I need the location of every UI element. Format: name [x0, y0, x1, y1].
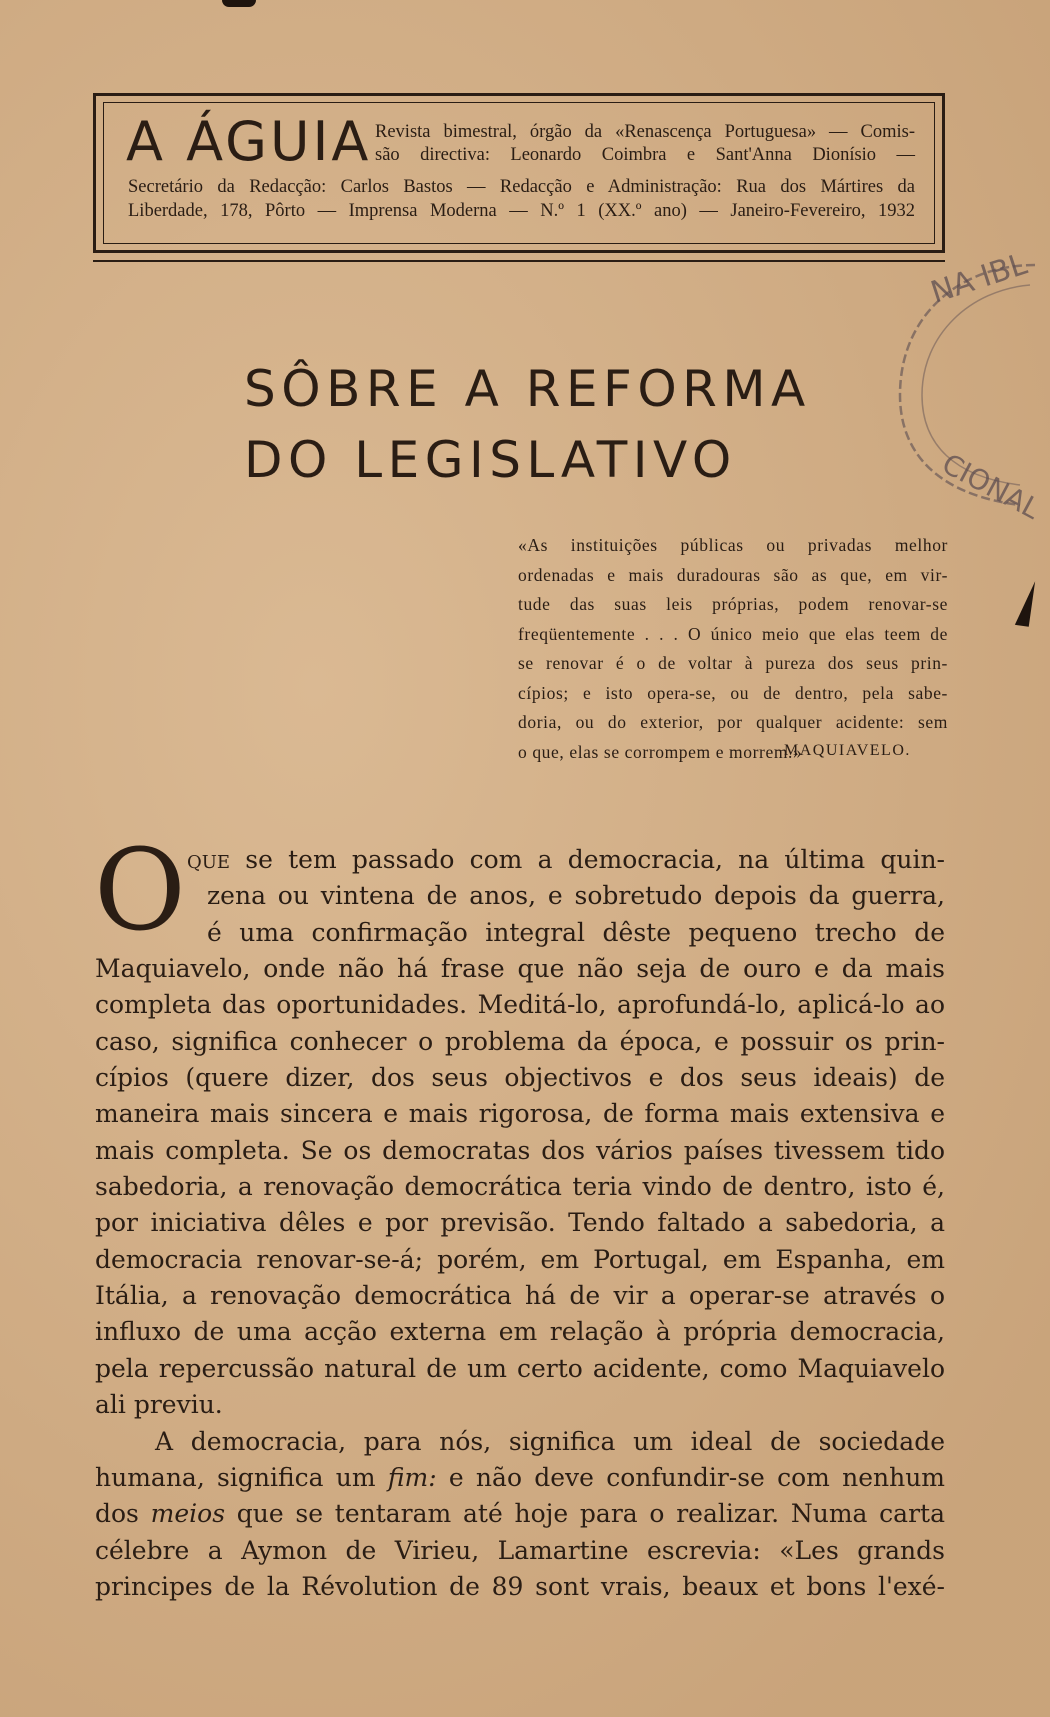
page-edge-mark — [222, 0, 256, 7]
body-line: democracia renovar-se-á; porém, em Portugal, em Espanha, em — [95, 1245, 945, 1274]
body-line-text: humana, significa um — [95, 1463, 388, 1492]
article-title-line-2: DO LEGISLATIVO — [244, 431, 737, 489]
journal-title: A ÁGUIA — [126, 110, 372, 173]
epigraph-line: o que, elas se corrompem e morrem.» — [518, 741, 803, 762]
epigraph-line: ordenadas e mais duradouras são as que, em vir- — [518, 564, 948, 585]
body-line-text: e não deve confundir-se com nenhum — [436, 1463, 945, 1492]
epigraph-line: tude das suas leis próprias, podem renovar-se — [518, 594, 948, 614]
first-word: que — [187, 845, 231, 874]
epigraph-line: doria, ou do exterior, por qualquer acidente: sem — [518, 712, 948, 732]
body-line: maneira mais sincera e mais rigorosa, de forma mais extensiva e — [95, 1099, 945, 1128]
body-line: completa das oportunidades. Meditá-lo, aprofundá-lo, aplicá-lo ao — [95, 990, 945, 1019]
stamp-text-bottom: CIONAL — [936, 447, 1046, 526]
masthead-line-3: Secretário da Redacção: Carlos Bastos — Redacção e Administração: Rua dos Mártires da — [128, 177, 915, 197]
body-line: é uma confirmação integral dêste pequeno trecho de — [207, 918, 945, 947]
body-line-text: se tem passado com a democracia, na última quin- — [230, 845, 945, 874]
body-line: Itália, a renovação democrática há de vir a operar-se através o — [95, 1281, 945, 1310]
masthead-line-2: são directiva: Leonardo Coimbra e Sant'Anna Dionísio — — [375, 145, 915, 165]
emphasis-text: meios — [150, 1499, 226, 1528]
body-line: influxo de uma acção externa em relação à própria democracia, — [95, 1317, 945, 1346]
body-line: cípios (quere dizer, dos seus objectivos e dos seus ideais) de — [95, 1063, 945, 1092]
body-line-text: dos — [95, 1499, 151, 1528]
body-line: pela repercussão natural de um certo acidente, como Maquiavelo — [95, 1354, 945, 1383]
epigraph-line: se renovar é o de voltar à pureza dos seus prin- — [518, 653, 948, 673]
body-line-text: que se tentaram até hoje para o realizar. Numa carta — [225, 1499, 945, 1528]
body-line: ali previu. — [95, 1390, 223, 1419]
body-line: principes de la Révolution de 89 sont vrais, beaux et bons l'exé- — [95, 1572, 945, 1601]
body-line: sabedoria, a renovação democrática teria vindo de dentro, isto é, — [95, 1172, 945, 1201]
page-edge-mark — [1015, 579, 1035, 627]
epigraph — [518, 531, 948, 767]
article-title — [244, 354, 811, 496]
body-line: A democracia, para nós, significa um ideal de sociedade — [155, 1427, 945, 1456]
masthead-line-1: Revista bimestral, órgão da «Renascença Portuguesa» — Comis- — [375, 122, 915, 142]
body-line: Maquiavelo, onde não há frase que não seja de ouro e da mais — [95, 954, 945, 983]
masthead-rule — [93, 260, 945, 262]
epigraph-author: MAQUIAVELO. — [784, 742, 911, 759]
body-line — [187, 847, 945, 872]
body-line — [95, 1501, 945, 1526]
library-stamp — [860, 246, 1050, 526]
body-line: caso, significa conhecer o problema da época, e possuir os prin- — [95, 1027, 945, 1056]
drop-cap: O — [94, 826, 186, 956]
epigraph-line: freqüentemente . . . O único meio que elas teem de — [518, 623, 948, 644]
masthead-line-4: Liberdade, 178, Pôrto — Imprensa Moderna — N.º 1 (XX.º ano) — Janeiro-Fevereiro, 1932 — [128, 201, 915, 221]
body-line: célebre a Aymon de Virieu, Lamartine escrevia: «Les grands — [95, 1536, 945, 1565]
epigraph-line: «As instituições públicas ou privadas melhor — [518, 535, 948, 555]
epigraph-line: cípios; e isto opera-se, ou de dentro, pela sabe- — [518, 682, 948, 703]
emphasis-text: fim: — [387, 1463, 437, 1492]
article-title-line-1: SÔBRE A REFORMA — [244, 360, 811, 418]
body-line: por iniciativa dêles e por previsão. Tendo faltado a sabedoria, a — [95, 1208, 945, 1237]
body-line: mais completa. Se os democratas dos vários países tivessem tido — [95, 1136, 945, 1165]
body-line: zena ou vintena de anos, e sobretudo depois da guerra, — [207, 881, 945, 910]
stamp-text-top: NA IBL — [926, 246, 1032, 311]
body-line — [95, 1465, 945, 1490]
